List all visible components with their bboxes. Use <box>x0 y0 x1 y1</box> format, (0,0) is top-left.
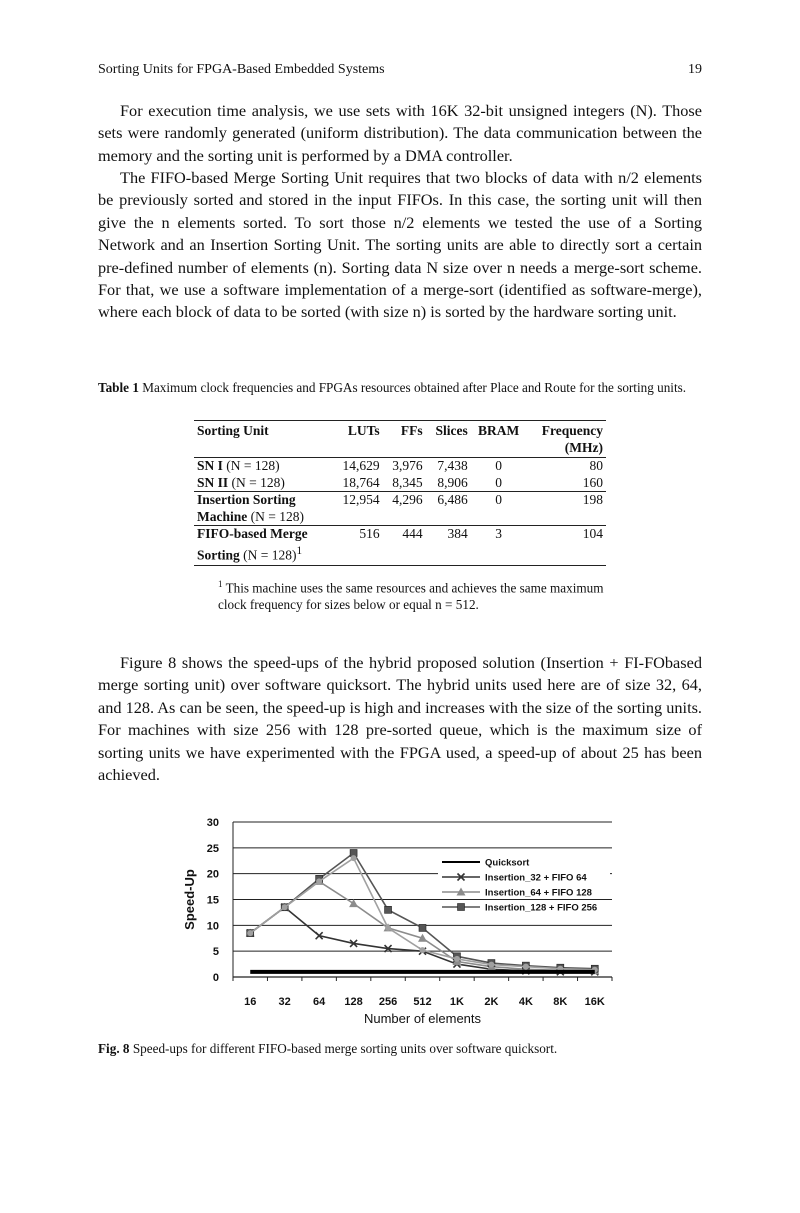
data-point-circle <box>385 925 391 931</box>
y-tick-label: 10 <box>206 920 219 933</box>
x-tick-label: 32 <box>278 996 291 1008</box>
y-tick-label: 30 <box>206 817 219 829</box>
cell-luts: 14,629 <box>342 458 380 473</box>
page-number: 19 <box>688 62 702 77</box>
cell-ffs: 4,296 <box>383 492 426 526</box>
paragraph-1: For execution time analysis, we use sets with 16K 32-bit unsigned integers (N). Those sets were randomly generated (uniform distribution). The data communication between the memory and the sorting unit is performed by a DMA controller. <box>98 101 702 165</box>
y-tick-label: 25 <box>206 842 219 855</box>
data-point-square <box>458 904 465 911</box>
data-point-circle <box>316 878 322 884</box>
figure-caption <box>98 1040 718 1057</box>
table-row <box>194 492 606 526</box>
row-name-2: Machine <box>197 508 248 524</box>
speedup-chart-svg <box>180 808 630 1033</box>
y-axis-label: Speed-Up <box>182 869 197 930</box>
cell-frequency: 104 <box>527 526 606 566</box>
cell-slices: 7,438 <box>437 458 468 473</box>
legend-entry: Quicksort <box>485 857 530 869</box>
figure-caption-text: Speed-ups for different FIFO-based merge sorting units over software quicksort. <box>132 1041 558 1056</box>
row-note-mark: 1 <box>296 544 303 557</box>
col-header-ffs: FFs <box>383 421 426 440</box>
data-point-circle <box>247 930 253 936</box>
table-footnote <box>218 576 608 613</box>
cell-luts: 516 <box>332 526 383 566</box>
col-header-bram: BRAM <box>471 421 527 440</box>
x-tick-label: 128 <box>344 996 363 1008</box>
x-axis-label: Number of elements <box>363 1011 482 1026</box>
speedup-chart <box>180 808 630 1033</box>
row-param: (N = 128) <box>231 474 285 490</box>
col-header-unit: Sorting Unit <box>194 421 332 440</box>
cell-ffs: 8,345 <box>383 475 426 492</box>
paragraph-3: Figure 8 shows the speed-ups of the hybrid proposed solution (Insertion + FI-FObased merge sorting unit) over software quicksort. The hybrid units used here are of size 32, 64, and 128. As can be seen, the speed-up is high and increases with the size of the sorting units. For machines with size 256 with 128 pre-sorted queue, which is the maximum size of sorting units we have experimented with the FPGA used, a speed-up of about 25 has been achieved. <box>98 653 702 785</box>
cell-bram: 0 <box>471 475 527 492</box>
figure-caption-label: Fig. 8 <box>98 1041 130 1056</box>
cell-luts: 12,954 <box>332 492 383 526</box>
footnote-mark: 1 <box>218 579 223 589</box>
data-point-circle <box>420 947 426 953</box>
x-tick-label: 4K <box>518 996 533 1008</box>
row-name: Insertion Sorting <box>197 492 296 507</box>
cell-bram: 0 <box>495 458 503 473</box>
data-point-circle <box>282 904 288 910</box>
row-name: SN I <box>197 458 223 473</box>
cell-frequency: 160 <box>527 475 606 492</box>
table-caption-text: Maximum clock frequencies and FPGAs resources obtained after Place and Route for the sorting units. <box>142 380 687 395</box>
x-tick-label: 16K <box>584 996 605 1008</box>
cell-ffs: 444 <box>383 526 426 566</box>
data-point-circle <box>523 964 529 970</box>
cell-frequency: 198 <box>527 492 606 526</box>
row-name-2: Sorting <box>197 547 240 562</box>
cell-frequency: 80 <box>589 458 603 473</box>
x-tick-label: 16 <box>244 996 257 1008</box>
cell-slices: 6,486 <box>426 492 471 526</box>
legend-entry: Insertion_128 + FIFO 256 <box>485 902 598 914</box>
data-point-circle <box>488 962 494 968</box>
row-param: (N = 128) <box>243 547 297 562</box>
data-point-square <box>385 906 392 913</box>
table-row <box>194 458 606 475</box>
cell-slices: 384 <box>426 526 471 566</box>
running-title: Sorting Units for FPGA-Based Embedded Systems <box>98 62 385 77</box>
table-row <box>194 475 606 492</box>
row-param: (N = 128) <box>226 458 280 473</box>
table-caption-label: Table 1 <box>98 380 139 395</box>
cell-luts: 18,764 <box>332 475 383 492</box>
x-tick-label: 2K <box>484 996 499 1008</box>
cell-ffs: 3,976 <box>392 458 423 473</box>
footnote-text: This machine uses the same resources and achieves the same maximum clock frequency for sizes below or equal n = 512. <box>218 580 604 613</box>
x-tick-label: 1K <box>449 996 464 1008</box>
y-tick-label: 5 <box>212 946 219 959</box>
table-header-row-2 <box>194 440 606 458</box>
data-point-triangle <box>349 899 358 907</box>
col-header-frequency: Frequency <box>527 421 606 440</box>
data-point-circle <box>351 855 357 861</box>
y-tick-label: 20 <box>206 868 219 881</box>
row-name: FIFO-based Merge <box>197 526 308 541</box>
col-header-frequency-unit: (MHz) <box>527 440 606 458</box>
paragraph-2: The FIFO-based Merge Sorting Unit requires that two blocks of data with n/2 elements be previously sorted and stored in the input FIFOs. In this case, the sorting unit will then give the n elements sorted. To sort those n/2 elements we tested the use of a Sorting Network and an Insertion Sorting Unit. The sorting units are able to directly sort a certain pre-defined number of elements (n). Sorting data N size over n needs a merge-sort scheme. For that, we use a software implementation of a merge-sort (identified as software-merge), where each block of data to be sorted (with size n) is sorted by the hardware sorting unit. <box>98 168 702 322</box>
x-tick-label: 64 <box>313 996 326 1008</box>
x-tick-label: 256 <box>378 996 398 1008</box>
row-param: (N = 128) <box>250 508 304 524</box>
table-caption <box>98 379 702 396</box>
col-header-luts: LUTs <box>332 421 383 440</box>
y-tick-label: 15 <box>206 894 219 907</box>
legend-entry: Insertion_32 + FIFO 64 <box>485 872 587 884</box>
col-header-slices: Slices <box>426 421 471 440</box>
x-tick-label: 8K <box>553 996 568 1008</box>
cell-bram: 3 <box>471 526 527 566</box>
cell-slices: 8,906 <box>426 475 471 492</box>
table-header-row <box>194 421 606 440</box>
row-name: SN II <box>197 474 229 490</box>
data-point-circle <box>454 956 460 962</box>
data-point-square <box>419 924 426 931</box>
y-tick-label: 0 <box>212 972 219 984</box>
resources-table <box>194 420 606 566</box>
x-tick-label: 512 <box>413 996 432 1008</box>
legend-entry: Insertion_64 + FIFO 128 <box>485 887 592 899</box>
cell-bram: 0 <box>471 492 527 526</box>
table-row <box>194 526 606 566</box>
